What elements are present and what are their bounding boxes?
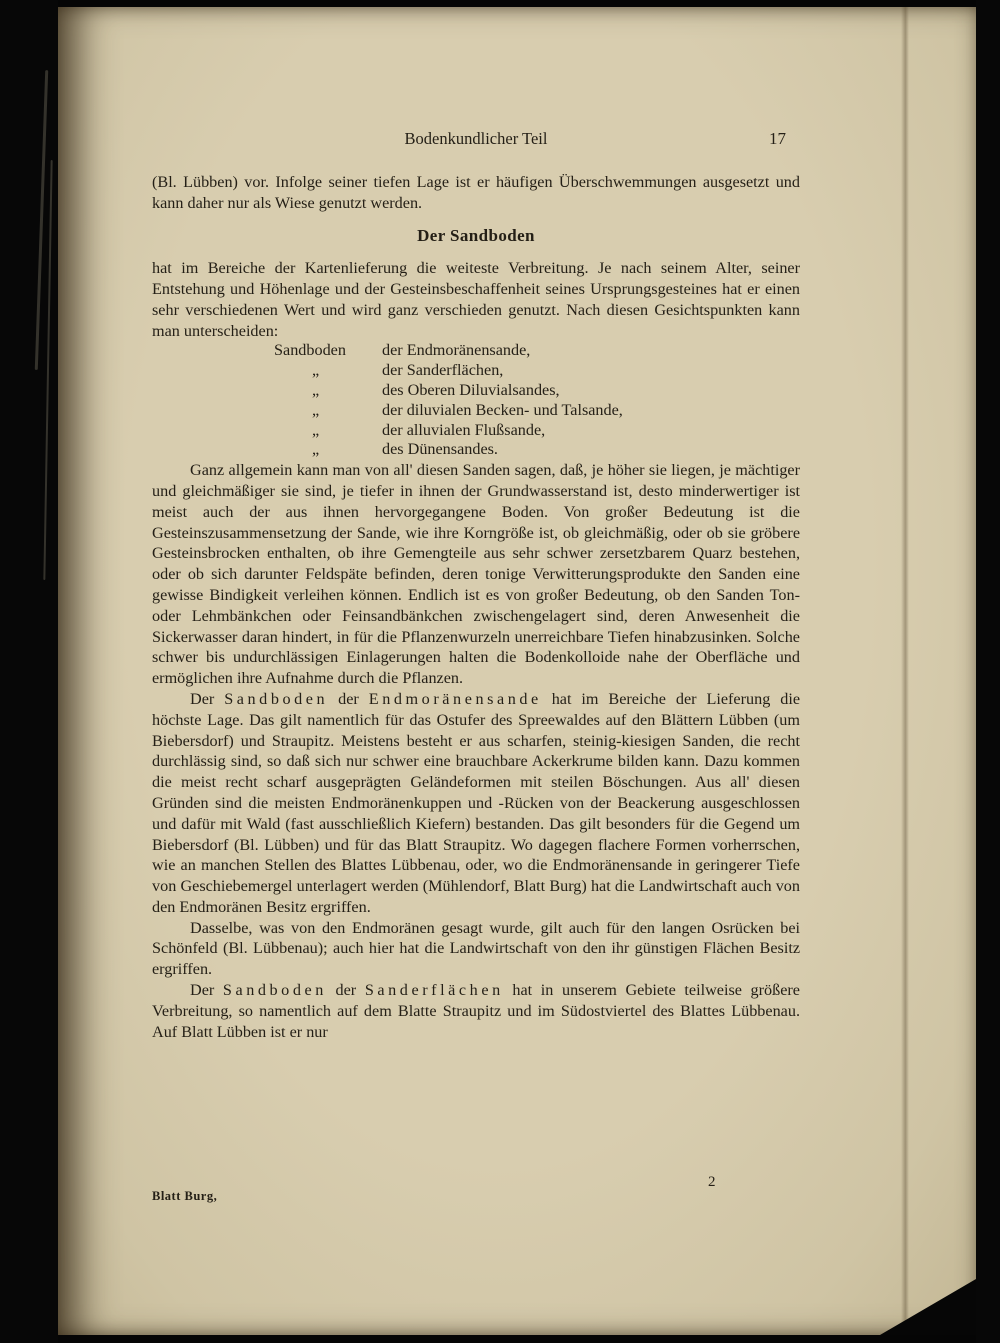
paragraph-lead: Der — [190, 981, 223, 1000]
page-crease — [901, 7, 909, 1335]
scan-edge-bottom — [0, 1335, 1000, 1343]
list-item-text: des Dünensandes. — [382, 440, 498, 459]
paragraph-rest: hat im Bereiche der Lieferung die höchste Lage. Das gilt namentlich für das Ostufer des Spreewaldes auf den Blättern Lübben (um Biebersdorf) und Straupitz. Meistens besteht er aus scharfen, steinig-kiesigen Sanden, die recht durchlässig sind, so daß sich nur schwer eine brauchbare Ackerkrume bilden kann. Dazu kommen die meist recht scharf ausgeprägten Geländeformen mit steilen Böschungen. Aus all' diesen Gründen sind die meisten Endmoränenkuppen und -Rücken von der Beackerung ausgeschlossen und dafür mit Wald (fast ausschließlich Kiefern) bestanden. Das gilt besonders für die Gegend um Biebersdorf (Bl. Lübben) und für das Blatt Straupitz. Wo dagegen flachere Formen vorherrschen, wie an manchen Stellen des Blattes Lübbenau, oder, wo die Endmoränensande in geringerer Tiefe von Geschiebemergel unterlagert werden (Mühlendorf, Blatt Burg) hat die Landwirtschaft auch von den Endmoränen Besitz ergriffen. — [152, 689, 800, 916]
sand-types-list — [274, 341, 800, 460]
list-item-text: der Sanderflächen, — [382, 361, 504, 380]
page-number: 17 — [769, 129, 786, 148]
list-item — [274, 361, 800, 381]
list-item — [274, 421, 800, 441]
book-page-paper — [58, 7, 976, 1335]
list-item — [274, 381, 800, 401]
ditto-mark: „ — [312, 420, 320, 439]
paragraph-continuation: (Bl. Lübben) vor. Infolge seiner tiefen Lage ist er häufigen Überschwemmungen ausgesetzt und kann daher nur als Wiese genutzt werden. — [152, 172, 800, 212]
emphasized-term: Sandboden — [224, 689, 329, 708]
footer-signature: Blatt Burg, — [152, 1189, 218, 1203]
paragraph-lead: Der — [190, 689, 225, 708]
list-item-label: Sandboden — [274, 341, 346, 360]
paragraph-endmoraenensande — [152, 689, 800, 918]
section-heading: Der Sandboden — [417, 226, 535, 246]
paragraph-sanderflaechen — [152, 980, 800, 1042]
ditto-mark: „ — [312, 361, 320, 380]
text-column — [152, 129, 800, 1042]
paragraph-general-sands: Ganz allgemein kann man von all' diesen Sanden sagen, daß, je höher sie liegen, je mächtiger und gleichmäßiger sie sind, je tiefer in ihnen der Grundwasserstand ist, desto minderwertiger ist meist auch der aus ihnen hervorgegangene Boden. Von großer Bedeutung ist die Gesteinszusammensetzung der Sande, wie ihre Korngröße ist, ob gleichmäßig, oder ob sie gröbere Gesteinsbrocken enthalten, ob ihre Gemengteile aus sehr schwer zersetzbarem Quarz bestehen, oder ob sich darunter Feldspäte befinden, deren tonige Verwitterungsprodukte den Sanden eine gewisse Bindigkeit verleihen können. Endlich ist es von großer Bedeutung, ob den Sanden Ton- oder Lehmbänkchen oder Feinsandbänkchen zwischengelagert sind, deren Anwesenheit die Sickerwasser daran hindert, in für die Pflanzenwurzeln unerreichbare Tiefen hinabzusinken. Solche schwer bis undurchlässigen Einlagerungen halten die Bodenkolloide nahe der Oberfläche und ermöglichen ihre Aufnahme durch die Pflanzen. — [152, 461, 800, 688]
sheet-signature-number: 2 — [708, 1174, 716, 1190]
paragraph-osruecken: Dasselbe, was von den Endmoränen gesagt wurde, gilt auch für den langen Osrücken bei Schönfeld (Bl. Lübbenau); auch hier hat die Landwirtschaft von den ihr günstigen Flächen Besitz ergriffen. — [152, 918, 800, 979]
emphasized-term: Endmoränensande — [368, 689, 542, 708]
list-item — [274, 440, 800, 460]
paragraph-mid: der — [328, 689, 369, 708]
list-item-text: der Endmoränensande, — [382, 341, 531, 360]
paragraph-sandboden-intro: hat im Bereiche der Kartenlieferung die weiteste Verbreitung. Je nach seinem Alter, seiner Entstehung und Höhenlage und der Gesteinsbeschaffenheit seines Ursprungsgesteines hat er einen sehr verschiedenen Wert und wird ganz verschieden genutzt. Nach diesen Gesichtspunkten kann man unterscheiden: — [152, 259, 800, 340]
scan-edge-top — [0, 0, 1000, 7]
emphasized-term: Sandboden — [222, 981, 327, 1000]
paragraph-rest: hat in unserem Gebiete teilweise größere Verbreitung, so namentlich auf dem Blatte Straupitz und im Südostviertel des Blattes Lübbenau. Auf Blatt Lübben ist er nur — [152, 981, 800, 1041]
paragraph-mid: der — [326, 981, 365, 1000]
running-header — [152, 129, 800, 150]
ditto-mark: „ — [312, 440, 320, 459]
list-item-text: der alluvialen Flußsande, — [382, 420, 546, 439]
list-item-text: der diluvialen Becken- und Talsande, — [382, 400, 623, 419]
running-title: Bodenkundlicher Teil — [404, 129, 548, 148]
emphasized-term: Sanderflächen — [364, 981, 504, 1000]
corner-shadow — [880, 1279, 976, 1335]
ditto-mark: „ — [312, 380, 320, 399]
list-item — [274, 401, 800, 421]
ditto-mark: „ — [312, 400, 320, 419]
scan-edge-right — [976, 0, 1000, 1343]
list-item — [274, 341, 800, 361]
list-item-text: des Oberen Diluvialsandes, — [382, 380, 560, 399]
